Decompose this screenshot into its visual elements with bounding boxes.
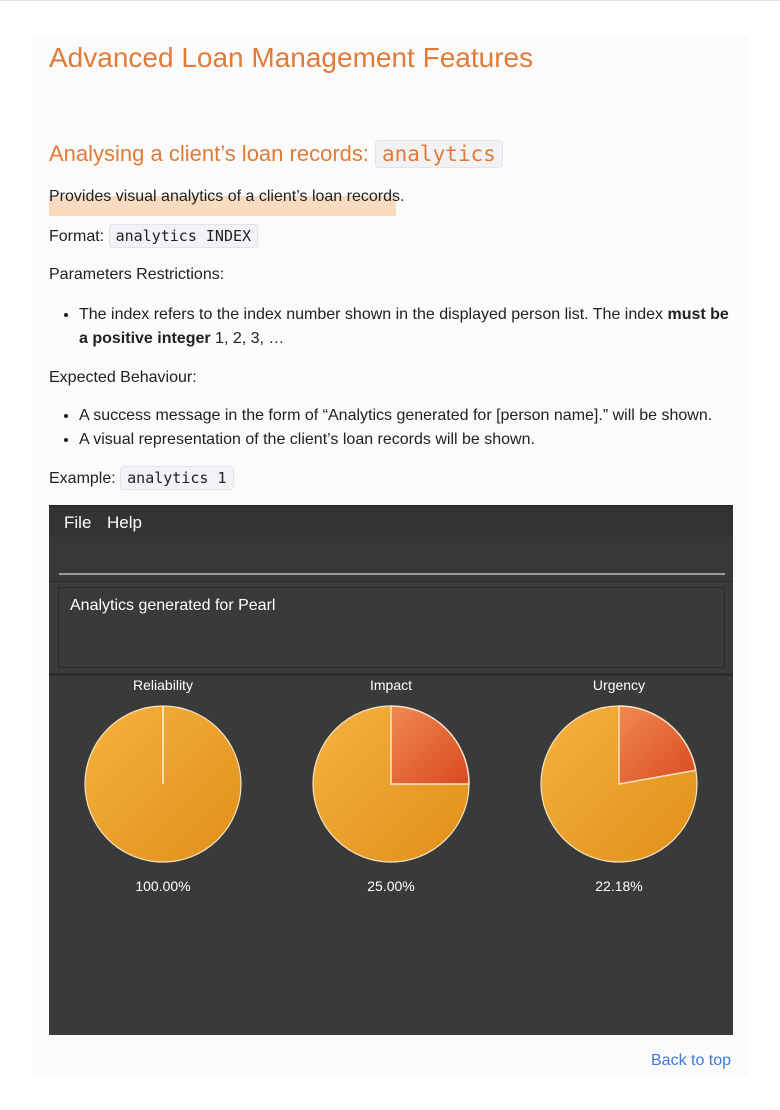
- back-to-top-link[interactable]: Back to top: [651, 1052, 732, 1069]
- format-code: analytics INDEX: [109, 224, 258, 248]
- reliability-chart-title: Reliability: [133, 677, 193, 693]
- params-list: [49, 303, 739, 351]
- page-title: Advanced Loan Management Features: [49, 42, 534, 73]
- format-label: Format:: [49, 228, 105, 245]
- section-title: [49, 140, 503, 168]
- list-item: • A visual representation of the client’s loan records will be shown.: [79, 428, 739, 452]
- format-line: [49, 227, 258, 246]
- impact-percentage-label: 25.00%: [367, 878, 415, 894]
- section-title-text: Analysing a client’s loan records:: [49, 141, 369, 166]
- impact-chart-title: Impact: [369, 677, 413, 693]
- section-title-code: analytics: [375, 140, 503, 168]
- example-line: [49, 469, 234, 488]
- params-text: The index refers to the index number shown in the displayed person list. The index: [79, 306, 668, 323]
- behaviour-heading: Expected Behaviour:: [49, 369, 197, 386]
- result-display: [58, 587, 725, 668]
- urgency-percentage-label: 22.18%: [595, 878, 643, 894]
- app-screenshot: [49, 505, 733, 1035]
- list-item: • A success message in the form of “Analytics generated for [person name].” will be shown.: [79, 404, 739, 428]
- menu-help[interactable]: Help: [107, 513, 142, 532]
- urgency-pie-slice: [619, 706, 696, 784]
- params-heading: Parameters Restrictions:: [49, 266, 225, 283]
- behaviour-list: [49, 404, 739, 452]
- menu-bar: [49, 505, 733, 537]
- example-label: Example:: [49, 470, 116, 487]
- params-bold: must be a positive integer: [79, 306, 729, 347]
- section-description: Provides visual analytics of a client’s loan records.: [49, 188, 405, 205]
- menu-file[interactable]: File: [64, 513, 92, 532]
- command-area: [49, 537, 733, 582]
- impact-pie-slice: [391, 706, 469, 784]
- params-text-end: 1, 2, 3, …: [210, 330, 285, 347]
- analytics-charts: [49, 676, 733, 1035]
- reliability-percentage-label: 100.00%: [135, 878, 191, 894]
- command-input[interactable]: [59, 547, 725, 575]
- list-item: [79, 303, 739, 351]
- example-code: analytics 1: [120, 466, 233, 490]
- result-message: Analytics generated for Pearl: [70, 597, 276, 614]
- urgency-chart-title: Urgency: [592, 677, 646, 693]
- top-divider: [0, 0, 780, 1]
